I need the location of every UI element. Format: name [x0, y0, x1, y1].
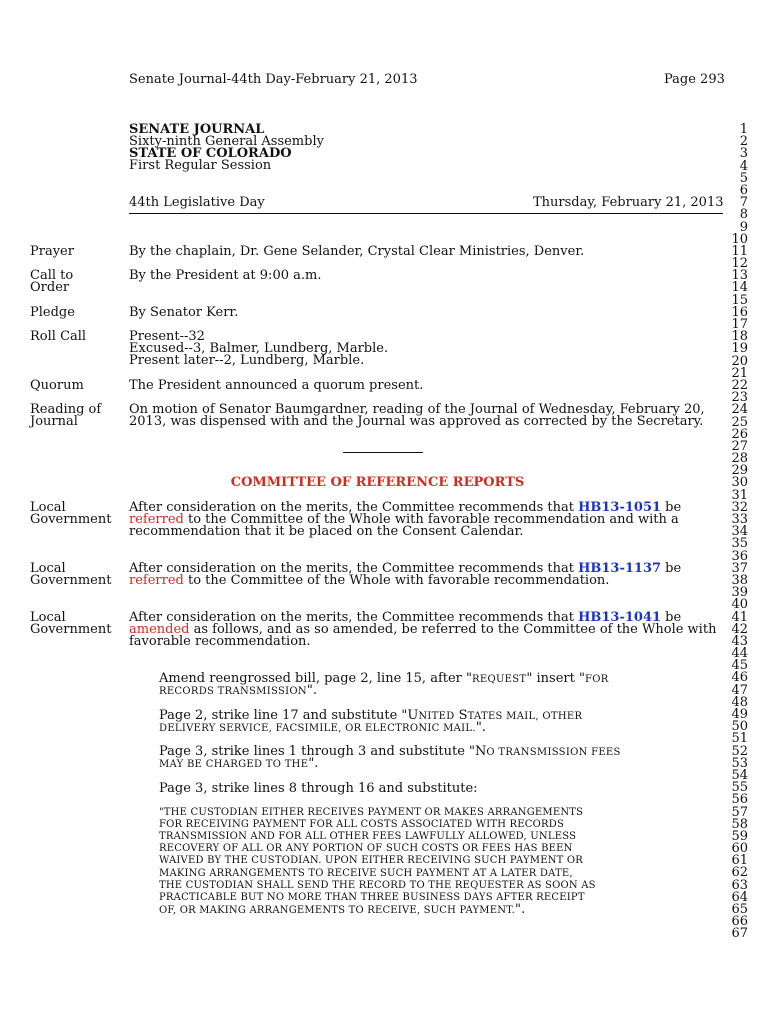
- line-number: 50: [731, 719, 748, 735]
- running-header: Senate Journal-44th Day-February 21, 2013: [129, 72, 418, 87]
- legislative-day: 44th Legislative Day: [129, 195, 265, 210]
- substitute-text-4: RECOVERY OF ALL OR ANY PORTION OF SUCH COSTS OR FEES HAS BEEN: [159, 843, 573, 854]
- line-number: 55: [731, 780, 748, 796]
- prayer-label: Prayer: [30, 244, 74, 259]
- substitute-text-7: THE CUSTODIAN SHALL SEND THE RECORD TO THE REQUESTER AS SOON AS: [159, 880, 596, 891]
- call-text: By the President at 9:00 a.m.: [129, 268, 322, 283]
- bill-link-hb13-1137[interactable]: HB13-1137: [578, 561, 662, 576]
- line-number: 37: [731, 560, 748, 576]
- line-number: 28: [731, 451, 748, 467]
- amendment-1-line-2: RECORDS TRANSMISSION".: [159, 683, 318, 698]
- line-number: 67: [731, 926, 748, 942]
- line-number: 66: [731, 914, 748, 930]
- amendment-1-line-1: Amend reengrossed bill, page 2, line 15, after "REQUEST" insert "FOR: [159, 671, 609, 686]
- roll-label: Roll Call: [30, 329, 87, 344]
- line-number: 5: [739, 170, 748, 186]
- line-number: 29: [731, 463, 748, 479]
- report-2-line-2: referred to the Committee of the Whole with favorable recommendation.: [129, 573, 610, 588]
- line-number: 40: [731, 597, 748, 613]
- line-number: 46: [731, 670, 748, 686]
- line-number-column: [731, 124, 748, 941]
- line-number: 61: [731, 853, 748, 869]
- line-number: 60: [731, 841, 748, 857]
- line-number: 47: [731, 682, 748, 698]
- line-number: 3: [739, 146, 748, 162]
- report-3-line-3: favorable recommendation.: [129, 634, 311, 649]
- masthead-session: First Regular Session: [129, 158, 272, 173]
- substitute-text-9: OF, OR MAKING ARRANGEMENTS TO RECEIVE, SUCH PAYMENT.".: [159, 902, 526, 917]
- amendment-2-line-1: Page 2, strike line 17 and substitute "UNITED STATES MAIL, OTHER: [159, 708, 583, 723]
- line-number: 16: [731, 304, 748, 320]
- line-number: 62: [731, 865, 748, 881]
- call-label-1: Call to: [30, 268, 74, 283]
- line-number: 22: [731, 377, 748, 393]
- substitute-text-6: MAKING ARRANGEMENTS TO RECEIVE SUCH PAYMENT AT A LATER DATE,: [159, 868, 573, 879]
- line-number: 23: [731, 390, 748, 406]
- report-1-label-2: Government: [30, 512, 112, 527]
- line-number: 63: [731, 877, 748, 893]
- line-number: 8: [739, 207, 748, 223]
- line-number: 21: [731, 365, 748, 381]
- line-number: 43: [731, 633, 748, 649]
- masthead-title: SENATE JOURNAL: [129, 122, 265, 137]
- section-title: COMMITTEE OF REFERENCE REPORTS: [230, 475, 525, 490]
- line-number: 57: [731, 804, 748, 820]
- line-number: 38: [731, 572, 748, 588]
- roll-later: Present later--2, Lundberg, Marble.: [129, 353, 365, 368]
- line-number: 26: [731, 426, 748, 442]
- roll-present: Present--32: [129, 329, 205, 344]
- amendment-4-line-1: Page 3, strike lines 8 through 16 and substitute:: [159, 781, 478, 796]
- line-number: 7: [739, 195, 748, 211]
- pledge-text: By Senator Kerr.: [129, 305, 239, 320]
- report-3-line-1: After consideration on the merits, the Committee recommends that HB13-1041 be: [129, 610, 682, 625]
- line-number: 6: [739, 182, 748, 198]
- line-number: 2: [739, 134, 748, 150]
- line-number: 12: [731, 256, 748, 272]
- substitute-text-8: PRACTICABLE BUT NO MORE THAN THREE BUSINESS DAYS AFTER RECEIPT: [159, 892, 585, 903]
- line-number: 44: [731, 646, 748, 662]
- line-number: 51: [731, 731, 748, 747]
- substitute-text-2: FOR RECEIVING PAYMENT FOR ALL COSTS ASSOCIATED WITH RECORDS: [159, 819, 565, 830]
- line-number: 1: [739, 122, 748, 137]
- line-number: 39: [731, 585, 748, 601]
- report-2-label-1: Local: [30, 561, 66, 576]
- reading-label-2: Journal: [30, 414, 78, 429]
- action-amended: amended: [129, 622, 190, 637]
- line-number: 49: [731, 707, 748, 722]
- action-referred: referred: [129, 573, 184, 588]
- amendment-2-line-2: DELIVERY SERVICE, FACSIMILE, OR ELECTRONIC MAIL.".: [159, 720, 486, 735]
- line-number: 35: [731, 536, 748, 552]
- report-1-line-1: After consideration on the merits, the Committee recommends that HB13-1051 be: [129, 500, 682, 515]
- report-3-line-2: amended as follows, and as so amended, be referred to the Committee of the Whole with: [129, 622, 717, 637]
- line-number: 4: [739, 158, 748, 174]
- quorum-text: The President announced a quorum present.: [129, 378, 424, 393]
- reading-text-2: 2013, was dispensed with and the Journal was approved as corrected by the Secretary.: [129, 414, 704, 429]
- line-number: 19: [731, 341, 748, 357]
- line-number: 33: [731, 512, 748, 527]
- line-number: 17: [731, 317, 748, 332]
- call-label-2: Order: [30, 280, 70, 295]
- report-2-line-1: After consideration on the merits, the Committee recommends that HB13-1137 be: [129, 561, 682, 576]
- line-number: 30: [731, 475, 748, 491]
- page-number: Page 293: [664, 72, 725, 87]
- session-date: Thursday, February 21, 2013: [533, 195, 724, 210]
- pledge-label: Pledge: [30, 305, 75, 320]
- reading-text-1: On motion of Senator Baumgardner, reading of the Journal of Wednesday, February 20,: [129, 402, 705, 417]
- line-number: 25: [731, 414, 748, 430]
- line-number: 20: [731, 353, 748, 369]
- line-number: 58: [731, 816, 748, 832]
- line-number: 59: [731, 828, 748, 844]
- amendment-3-line-1: Page 3, strike lines 1 through 3 and substitute "NO TRANSMISSION FEES: [159, 744, 621, 759]
- roll-excused: Excused--3, Balmer, Lundberg, Marble.: [129, 341, 389, 356]
- line-number: 9: [739, 219, 748, 235]
- line-number: 14: [731, 280, 748, 296]
- report-3-label-2: Government: [30, 622, 112, 637]
- bill-link-hb13-1041[interactable]: HB13-1041: [578, 610, 662, 625]
- line-number: 41: [731, 609, 748, 625]
- line-number: 53: [731, 755, 748, 771]
- report-1-line-2: referred to the Committee of the Whole with favorable recommendation and with a: [129, 512, 679, 527]
- line-number: 11: [731, 243, 748, 259]
- reading-label-1: Reading of: [30, 402, 102, 417]
- line-number: 65: [731, 902, 748, 917]
- line-number: 31: [731, 487, 748, 503]
- line-number: 24: [731, 402, 748, 418]
- line-number: 56: [731, 792, 748, 808]
- report-2-label-2: Government: [30, 573, 112, 588]
- line-number: 15: [731, 292, 748, 308]
- substitute-text-5: WAIVED BY THE CUSTODIAN. UPON EITHER RECEIVING SUCH PAYMENT OR: [159, 855, 584, 866]
- action-referred: referred: [129, 512, 184, 527]
- line-number: 34: [731, 524, 748, 540]
- prayer-text: By the chaplain, Dr. Gene Selander, Crystal Clear Ministries, Denver.: [129, 244, 585, 259]
- line-number: 13: [731, 268, 748, 284]
- bill-link-hb13-1051[interactable]: HB13-1051: [578, 500, 662, 515]
- line-number: 45: [731, 658, 748, 674]
- substitute-text-3: TRANSMISSION AND FOR ALL OTHER FEES LAWFULLY ALLOWED, UNLESS: [159, 831, 577, 842]
- day-rule: [129, 213, 723, 214]
- report-1-line-3: recommendation that it be placed on the Consent Calendar.: [129, 524, 524, 539]
- line-number: 36: [731, 548, 748, 564]
- line-number: 42: [731, 621, 748, 637]
- quorum-label: Quorum: [30, 378, 84, 393]
- report-1-label-1: Local: [30, 500, 66, 515]
- line-number: 54: [731, 767, 748, 783]
- section-divider: [343, 452, 423, 453]
- line-number: 10: [731, 231, 748, 247]
- line-number: 27: [731, 438, 748, 454]
- substitute-text-1: "THE CUSTODIAN EITHER RECEIVES PAYMENT OR MAKES ARRANGEMENTS: [159, 807, 584, 818]
- line-number: 18: [731, 329, 748, 345]
- line-number: 48: [731, 694, 748, 710]
- masthead-state: STATE OF COLORADO: [129, 146, 292, 161]
- line-number: 64: [731, 889, 748, 905]
- masthead-assembly: Sixty-ninth General Assembly: [129, 134, 324, 149]
- line-number: 52: [731, 743, 748, 759]
- report-3-label-1: Local: [30, 610, 66, 625]
- amendment-3-line-2: MAY BE CHARGED TO THE".: [159, 756, 319, 771]
- line-number: 32: [731, 499, 748, 515]
